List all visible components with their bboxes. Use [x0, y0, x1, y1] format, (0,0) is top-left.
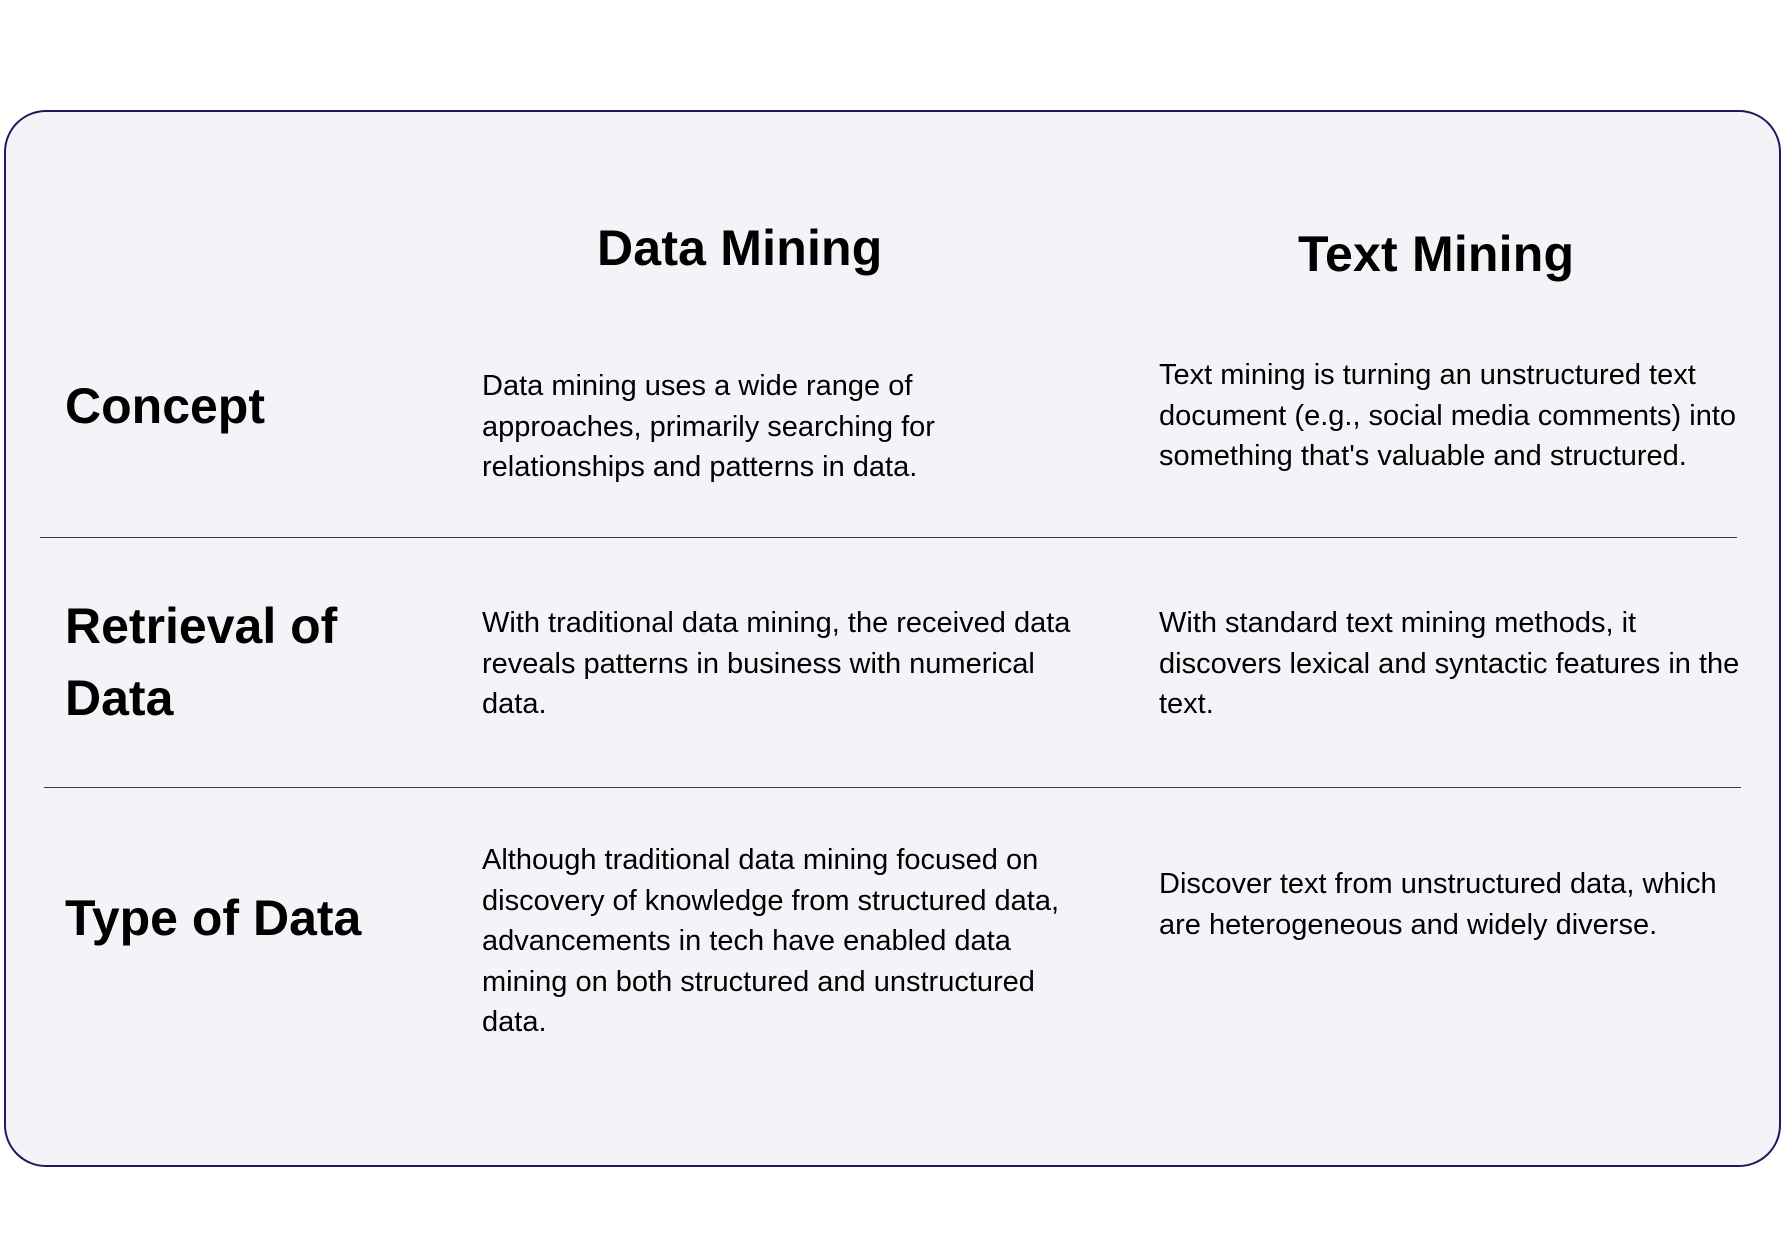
- row-header-concept: Concept: [65, 378, 265, 434]
- cell-retrieval-data-mining: With traditional data mining, the received data reveals patterns in business with numerical data.: [482, 607, 1071, 720]
- cell-retrieval-text-mining: With standard text mining methods, it discovers lexical and syntactic features in the text.: [1159, 607, 1740, 720]
- row-divider: [44, 787, 1741, 788]
- column-header-data-mining: Data Mining: [597, 220, 883, 276]
- comparison-card: [4, 110, 1781, 1167]
- row-divider: [40, 537, 1737, 538]
- column-header-text-mining: Text Mining: [1298, 226, 1575, 282]
- cell-type-data-mining: Although traditional data mining focused on discovery of knowledge from structured data, advancements in tech have enabled data mining on both structured and unstructured data.: [482, 844, 1060, 1038]
- row-header-type-of-data: Type of Data: [65, 890, 362, 946]
- row-header-retrieval-of-data: Retrieval of Data: [65, 598, 338, 726]
- cell-concept-data-mining: Data mining uses a wide range of approaches, primarily searching for relationships and patterns in data.: [482, 370, 935, 483]
- cell-concept-text-mining: Text mining is turning an unstructured text document (e.g., social media comments) into something that's valuable and structured.: [1159, 359, 1737, 472]
- cell-type-text-mining: Discover text from unstructured data, which are heterogeneous and widely diverse.: [1159, 868, 1717, 941]
